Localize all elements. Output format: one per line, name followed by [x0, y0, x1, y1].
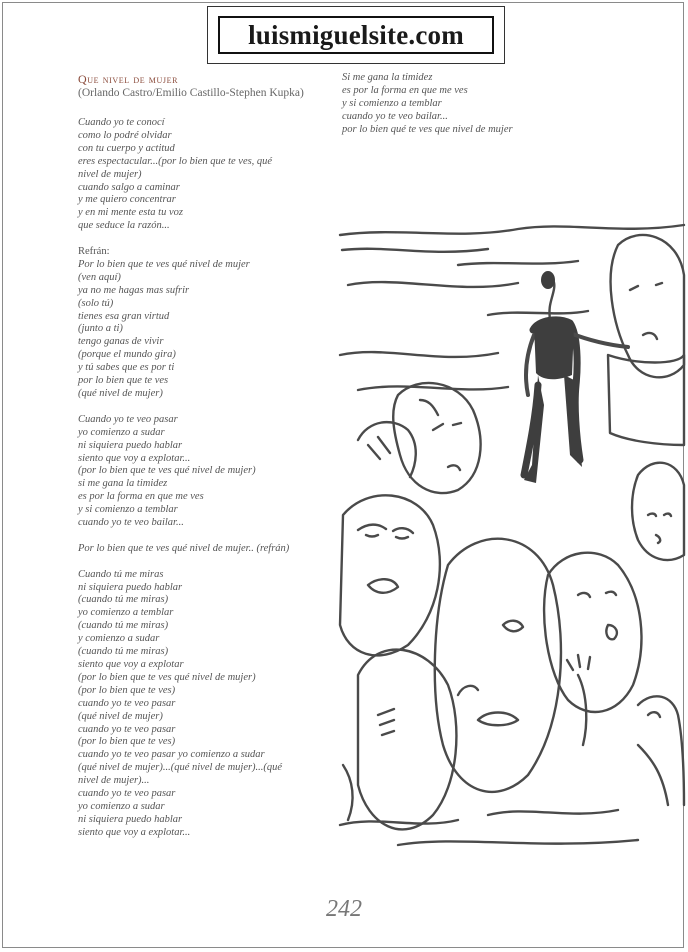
lyric-line: con tu cuerpo y actitud [78, 142, 175, 154]
lyric-line: (junto a ti) [78, 323, 123, 335]
lyric-line: que seduce la razón... [78, 220, 170, 232]
lyric-line: yo comienzo a sudar [78, 800, 165, 812]
lyric-line: tengo ganas de vivir [78, 336, 164, 348]
lyric-line: y si comienzo a temblar [342, 97, 442, 109]
lyric-line: Por lo bien que te ves qué nivel de mujer.. (refrán) [78, 542, 290, 554]
crowd-sketch-illustration [338, 205, 686, 855]
lyric-line: (por lo bien que te ves) [78, 736, 176, 748]
site-banner [207, 6, 505, 64]
lyric-line: Si me gana la timidez [342, 72, 433, 83]
lyric-line: y en mi mente esta tu voz [78, 207, 183, 219]
lyric-line: siento que voy a explotar... [78, 826, 191, 838]
stanza-gap [78, 401, 340, 414]
lyric-line: (qué nivel de mujer) [78, 710, 163, 722]
lyric-line: Cuando yo te conocí [78, 117, 165, 128]
lyric-line: yo comienzo a sudar [78, 426, 165, 438]
lyric-line: ni siquiera puedo hablar [78, 813, 183, 825]
lyric-line: (por lo bien que te ves qué nivel de mujer) [78, 465, 256, 477]
lyrics-column-2 [342, 72, 602, 137]
lyric-line: Refrán: [78, 246, 110, 258]
site-banner-inner [218, 16, 494, 54]
lyric-line: cuando yo te veo pasar [78, 788, 176, 800]
lyric-line: nivel de mujer)... [78, 775, 150, 787]
lyric-line: y si comienzo a temblar [78, 504, 178, 516]
lyric-line: (cuando tú me miras) [78, 646, 169, 658]
page-number: 242 [326, 896, 362, 922]
lyric-line: es por la forma en que me ves [78, 491, 204, 503]
stanza-gap [78, 530, 340, 543]
lyric-line: eres espectacular...(por lo bien que te ves, qué [78, 155, 273, 167]
lyric-line: tienes esa gran virtud [78, 310, 170, 322]
lyric-line: (porque el mundo gira) [78, 349, 176, 361]
lyric-line: es por la forma en que me ves [342, 84, 468, 96]
lyric-line: (qué nivel de mujer) [78, 388, 163, 400]
lyric-line: Por lo bien que te ves qué nivel de mujer [78, 258, 250, 270]
lyric-line: ni siquiera puedo hablar [78, 581, 183, 593]
lyric-line: Cuando tú me miras [78, 568, 164, 580]
lyric-line: (por lo bien que te ves) [78, 684, 176, 696]
lyric-line: (cuando tú me miras) [78, 620, 169, 632]
stanza-gap [78, 556, 340, 569]
lyric-line: y tú sabes que es por ti [78, 362, 175, 374]
lyric-line: (ven aquí) [78, 271, 121, 283]
lyric-line: cuando yo te veo bailar... [342, 110, 448, 122]
lyric-line: y me quiero concentrar [78, 194, 176, 206]
lyric-line: como lo podré olvidar [78, 129, 172, 141]
lyric-line: ni siquiera puedo hablar [78, 439, 183, 451]
lyric-line: (cuando tú me miras) [78, 594, 169, 606]
song-credits: (Orlando Castro/Emilio Castillo-Stephen Kupka) [78, 87, 304, 99]
lyric-line: y comienzo a sudar [78, 633, 160, 645]
lyric-line: ya no me hagas mas sufrir [78, 284, 190, 296]
site-banner-text: luismiguelsite.com [248, 19, 464, 50]
lyric-line: si me gana la timidez [78, 478, 168, 490]
lyric-line: (por lo bien que te ves qué nivel de mujer) [78, 671, 256, 683]
lyric-line: cuando yo te veo pasar yo comienzo a sudar [78, 749, 265, 761]
stanza-gap [78, 233, 340, 246]
lyric-line: nivel de mujer) [78, 168, 142, 180]
lyric-line: Cuando yo te veo pasar [78, 413, 178, 425]
lyrics-column-1 [78, 117, 340, 840]
lyric-line: cuando salgo a caminar [78, 181, 180, 193]
lyric-line: cuando yo te veo bailar... [78, 517, 184, 529]
lyric-line: siento que voy a explotar... [78, 452, 191, 464]
song-title: Que nivel de mujer [78, 72, 179, 86]
lyric-line: cuando yo te veo pasar [78, 697, 176, 709]
lyric-line: (qué nivel de mujer)...(qué nivel de mujer)...(qué [78, 762, 283, 774]
lyric-line: (solo tú) [78, 297, 114, 309]
lyric-line: por lo bien que te ves [78, 375, 169, 387]
lyric-line: siento que voy a explotar [78, 659, 184, 670]
lyric-line: cuando yo te veo pasar [78, 723, 176, 735]
lyric-line: por lo bien qué te ves que nivel de mujer [342, 123, 513, 135]
lyric-line: yo comienzo a temblar [78, 607, 174, 619]
